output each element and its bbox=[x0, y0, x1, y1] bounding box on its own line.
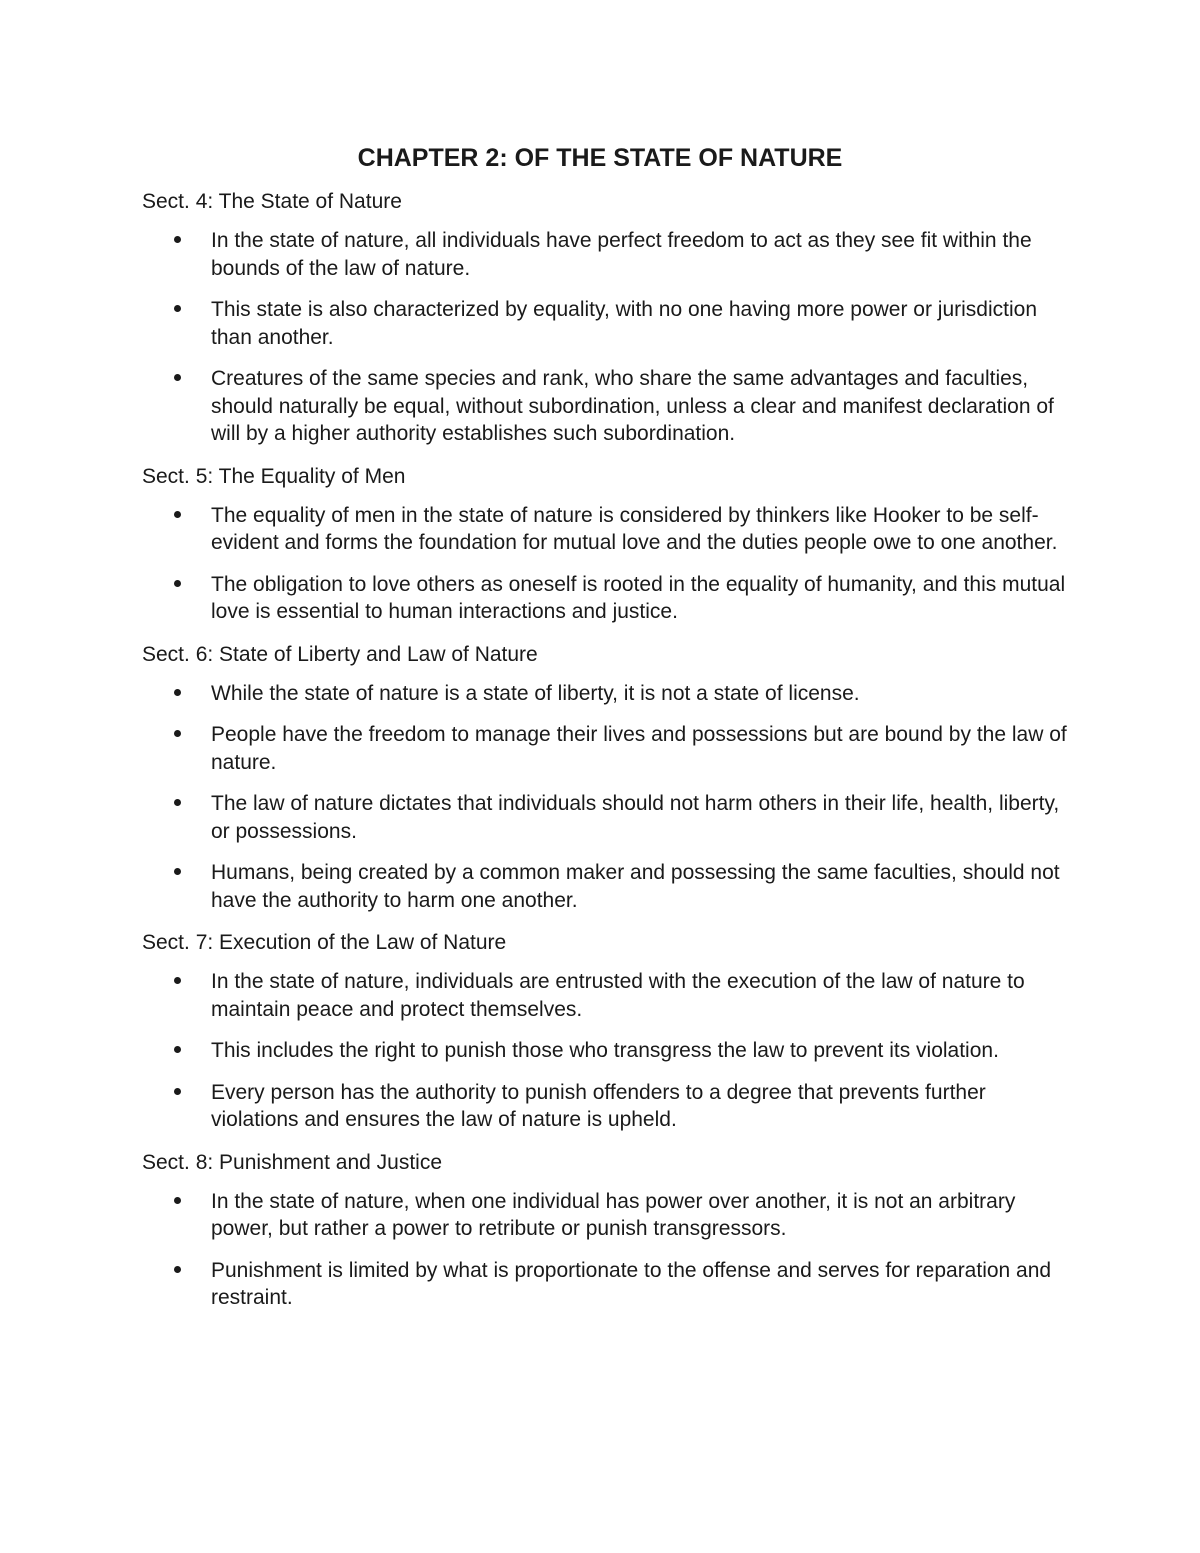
bullet-text: This includes the right to punish those who transgress the law to prevent its violation. bbox=[211, 1039, 999, 1062]
list-item bbox=[142, 1188, 1072, 1243]
bullet-text: Punishment is limited by what is proportionate to the offense and serves for reparation and restraint. bbox=[211, 1258, 1052, 1309]
list-item bbox=[142, 721, 1072, 776]
bullet-icon bbox=[174, 1197, 181, 1204]
section bbox=[142, 1148, 1072, 1312]
section-heading: Sect. 6: State of Liberty and Law of Nature bbox=[142, 642, 538, 666]
list-item bbox=[142, 968, 1072, 1023]
section bbox=[142, 640, 1072, 915]
list-item bbox=[142, 296, 1072, 351]
bullet-icon bbox=[174, 730, 181, 737]
section-heading: Sect. 8: Punishment and Justice bbox=[142, 1150, 442, 1174]
bullet-icon bbox=[174, 689, 181, 696]
bullet-text: Humans, being created by a common maker and possessing the same faculties, should not have the authority to harm one another. bbox=[211, 861, 1060, 912]
list-item bbox=[142, 859, 1072, 914]
bullet-text: In the state of nature, individuals are entrusted with the execution of the law of nature to maintain peace and protect themselves. bbox=[211, 970, 1025, 1021]
section bbox=[142, 187, 1072, 448]
section bbox=[142, 928, 1072, 1134]
list-item bbox=[142, 1037, 1072, 1065]
list-item bbox=[142, 502, 1072, 557]
bullet-icon bbox=[174, 374, 181, 381]
section bbox=[142, 462, 1072, 626]
bullet-list bbox=[142, 680, 1072, 915]
list-item bbox=[142, 1257, 1072, 1312]
bullet-list bbox=[142, 968, 1072, 1134]
list-item bbox=[142, 680, 1072, 708]
bullet-text: The law of nature dictates that individuals should not harm others in their life, health, liberty, or possessions. bbox=[211, 792, 1060, 843]
section-heading: Sect. 4: The State of Nature bbox=[142, 190, 402, 213]
bullet-text: In the state of nature, all individuals have perfect freedom to act as they see fit within the bounds of the law of nature. bbox=[211, 229, 1032, 280]
bullet-text: People have the freedom to manage their lives and possessions but are bound by the law of nature. bbox=[211, 723, 1067, 774]
bullet-icon bbox=[174, 305, 181, 312]
list-item bbox=[142, 227, 1072, 282]
bullet-list bbox=[142, 502, 1072, 626]
bullet-icon bbox=[174, 1266, 181, 1273]
bullet-text: While the state of nature is a state of liberty, it is not a state of license. bbox=[211, 681, 860, 705]
bullet-text: This state is also characterized by equality, with no one having more power or jurisdiction than another. bbox=[211, 298, 1038, 349]
bullet-text: Every person has the authority to punish offenders to a degree that prevents further violations and ensures the law of nature is upheld. bbox=[211, 1080, 986, 1131]
document-body bbox=[142, 187, 1072, 1326]
bullet-icon bbox=[174, 236, 181, 243]
list-item bbox=[142, 790, 1072, 845]
list-item bbox=[142, 1079, 1072, 1134]
bullet-list bbox=[142, 227, 1072, 448]
bullet-icon bbox=[174, 511, 181, 518]
bullet-text: In the state of nature, when one individual has power over another, it is not an arbitrary power, but rather a power to retribute or punish transgressors. bbox=[211, 1189, 1016, 1240]
bullet-text: Creatures of the same species and rank, who share the same advantages and faculties, should naturally be equal, without subordination, unless a clear and manifest declaration of will by a higher authority establishes such subordination. bbox=[211, 367, 1054, 445]
bullet-list bbox=[142, 1188, 1072, 1312]
bullet-icon bbox=[174, 1088, 181, 1095]
bullet-icon bbox=[174, 977, 181, 984]
bullet-icon bbox=[174, 1046, 181, 1053]
list-item bbox=[142, 365, 1072, 448]
list-item bbox=[142, 571, 1072, 626]
bullet-text: The obligation to love others as oneself is rooted in the equality of humanity, and this mutual love is essential to human interactions and justice. bbox=[211, 572, 1066, 623]
section-heading: Sect. 7: Execution of the Law of Nature bbox=[142, 931, 507, 954]
bullet-icon bbox=[174, 868, 181, 875]
section-heading: Sect. 5: The Equality of Men bbox=[142, 464, 406, 488]
bullet-icon bbox=[174, 799, 181, 806]
page-title: CHAPTER 2: OF THE STATE OF NATURE bbox=[357, 144, 843, 172]
bullet-text: The equality of men in the state of nature is considered by thinkers like Hooker to be self-evident and forms the foundation for mutual love and the duties people owe to one another. bbox=[211, 503, 1058, 554]
bullet-icon bbox=[174, 580, 181, 587]
